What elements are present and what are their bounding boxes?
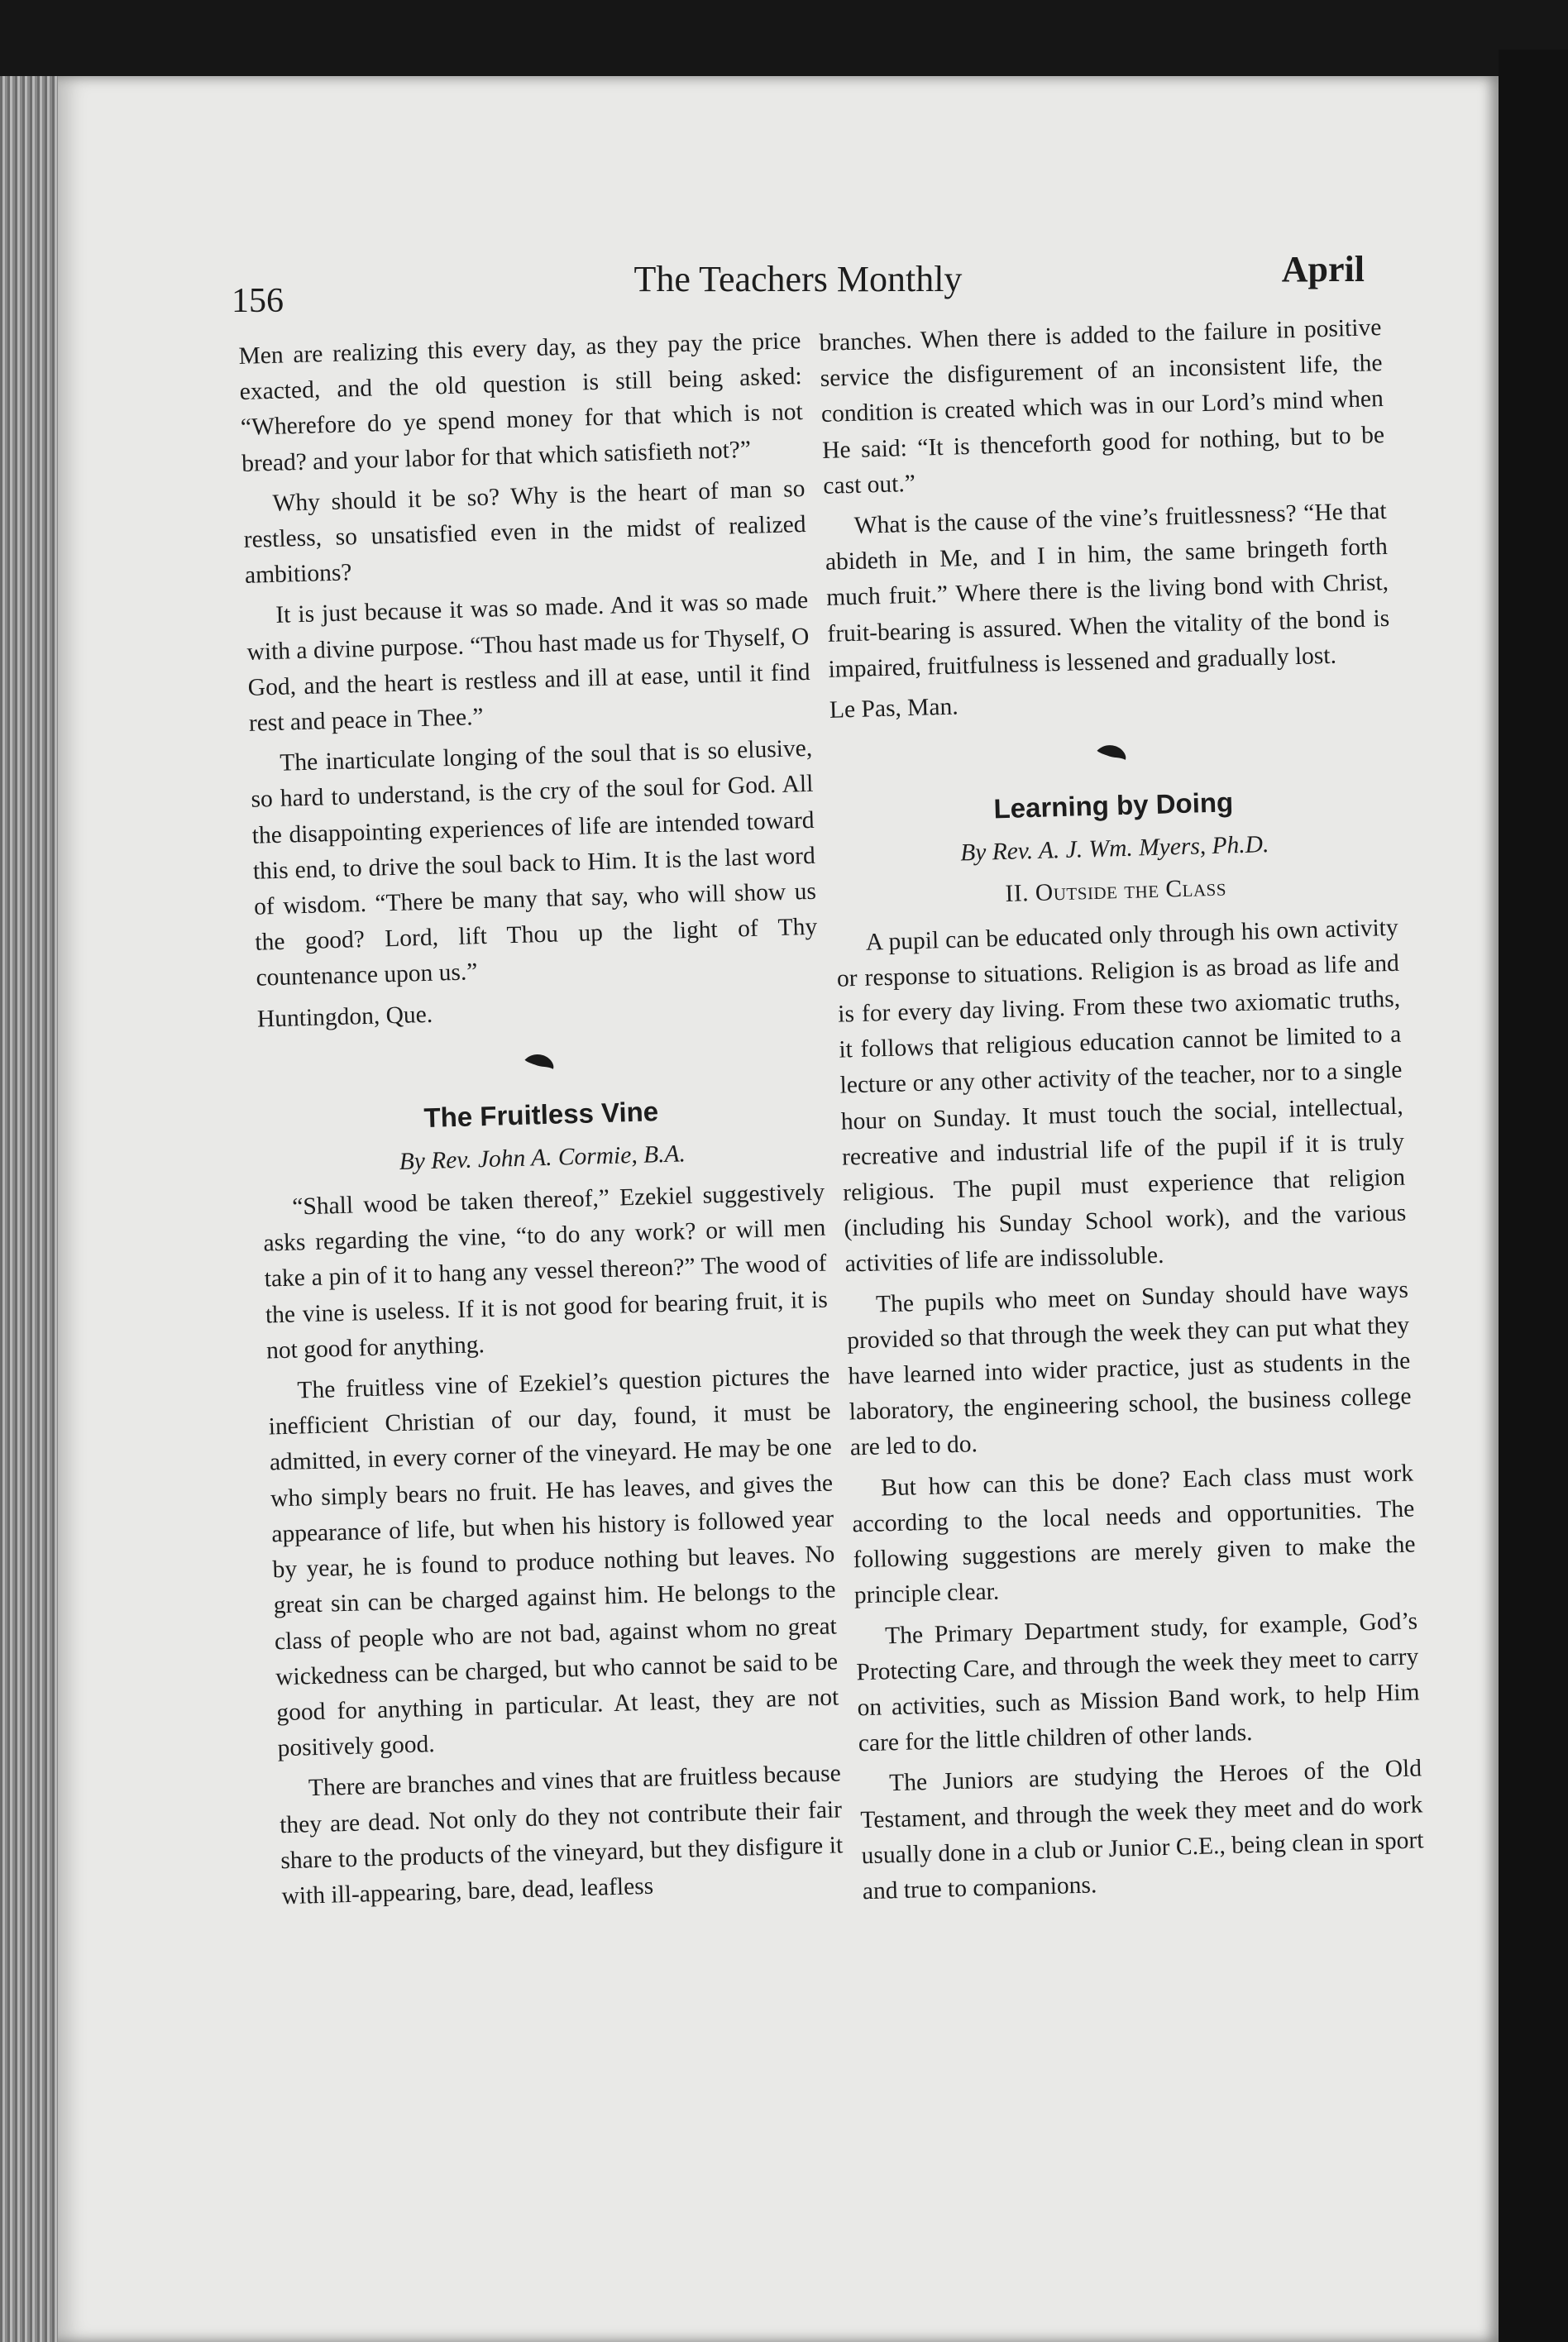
leaf-ornament-icon <box>523 1050 557 1073</box>
issue-month: April <box>1281 249 1365 289</box>
paragraph: There are branches and vines that are fruitless because they are dead. Not only do they not contribute their fair share to the products of the vineyard, but they disfigure it with ill-appearing, bare, dead, leafless <box>279 1760 844 1910</box>
article-byline: By Rev. John A. Cormie, B.A. <box>399 1140 686 1175</box>
place-signoff: Huntingdon, Que. <box>256 1001 433 1033</box>
paragraph: Men are realizing this every day, as they pay the price exacted, and the old question is still being asked: “Wherefore do ye spend money for that which is not bread? and your labor for that which satisfieth not?” <box>238 327 804 477</box>
book-page-edges <box>0 76 65 2342</box>
scanner-top-band <box>0 0 1568 76</box>
place-signoff: Le Pas, Man. <box>829 693 959 724</box>
paragraph: A pupil can be educated only through his own activity or response to situations. Religion is as broad as life and is for every day living. From these two axiomatic truths, it follows that religious education cannot be limited to a lecture or any other activity of the teacher, nor to a single hour on Sunday. It must touch the social, intellectual, recreative and industrial life of the pupil if it is truly religious. The pupil must experience that religion (including his Sunday School work), and the various activities of life are indissoluble. <box>836 914 1407 1279</box>
paragraph: The Juniors are studying the Heroes of the Old Testament, and through the week they meet and do work usually done in a club or Junior C.E., being clean in sport and true to companions. <box>860 1755 1424 1905</box>
right-column <box>819 310 1425 1909</box>
paragraph: The Primary Department study, for example, God’s Protecting Care, and through the week they meet to carry on activities, such as Mission Band work, to help Him care for the little children of other lands. <box>856 1607 1420 1757</box>
article-title: The Fruitless Vine <box>423 1096 659 1133</box>
paragraph: But how can this be done? Each class must work according to the local needs and opportunities. The following suggestions are merely given to make the principle clear. <box>852 1460 1416 1609</box>
paragraph: The fruitless vine of Ezekiel’s question pictures the inefficient Christian of our day, found, it must be admitted, in every corner of the vineyard. He may be one who simply bears no fruit. He has leaves, and gives the appearance of life, but when his history is followed year by year, he is found to produce nothing but leaves. No great sin can be charged against him. He belongs to the class of people who are not bad, against whom no great wickedness can be charged, but who cannot be said to be good for anything in particular. At least, they are not positively good. <box>268 1362 839 1762</box>
paragraph: “Shall wood be taken thereof,” Ezekiel suggestively asks regarding the vine, “to do any work? or will men take a pin of it to hang any vessel thereon?” The wood of the vine is useless. If it is not good for bearing fruit, it is not good for anything. <box>263 1178 829 1365</box>
journal-title: The Teachers Monthly <box>633 259 963 299</box>
article-byline: By Rev. A. J. Wm. Myers, Ph.D. <box>959 831 1269 867</box>
scanner-right-edge <box>1499 50 1568 2342</box>
article-title: Learning by Doing <box>993 786 1234 824</box>
section-heading: II. Outside the Class <box>1005 874 1227 908</box>
page-number: 156 <box>232 282 284 320</box>
left-column <box>238 323 844 1914</box>
paragraph: The inarticulate longing of the soul that is so elusive, so hard to understand, is the cry of the soul for God. All the disappointing experiences of life are intended toward this end, to drive the soul back to Him. It is the last word of wisdom. “There be many that say, who will show us the good? Lord, lift Thou up the light of Thy countenance upon us.” <box>251 735 818 992</box>
running-head <box>232 248 1365 320</box>
paragraph: It is just because it was so made. And it was so made with a divine purpose. “Thou hast made us for Thyself, O God, and the heart is restless and ill at ease, until it find rest and peace in Thee.” <box>246 587 810 737</box>
paragraph: The pupils who meet on Sunday should have ways provided so that through the week they can put what they have learned into wider practice, just as students in the laboratory, the engineering school, the business college are led to do. <box>846 1276 1412 1461</box>
paragraph: Why should it be so? Why is the heart of man so restless, so unsatisfied even in the midst of realized ambitions? <box>243 475 806 590</box>
paragraph: What is the cause of the vine’s fruitlessness? “He that abideth in Me, and I in him, the same bringeth forth much fruit.” Where there is the living bond with Christ, fruit-bearing is assured. When the vitality of the bond is impaired, fruitfulness is lessened and gradually lost. <box>825 497 1390 683</box>
leaf-ornament-icon <box>1095 742 1129 764</box>
paragraph: branches. When there is added to the failure in positive service the disfigurement of an inconsistent life, the condition is created which was in our Lord’s mind when He said: “It is thenceforth good for nothing, but to be cast out.” <box>819 314 1385 499</box>
